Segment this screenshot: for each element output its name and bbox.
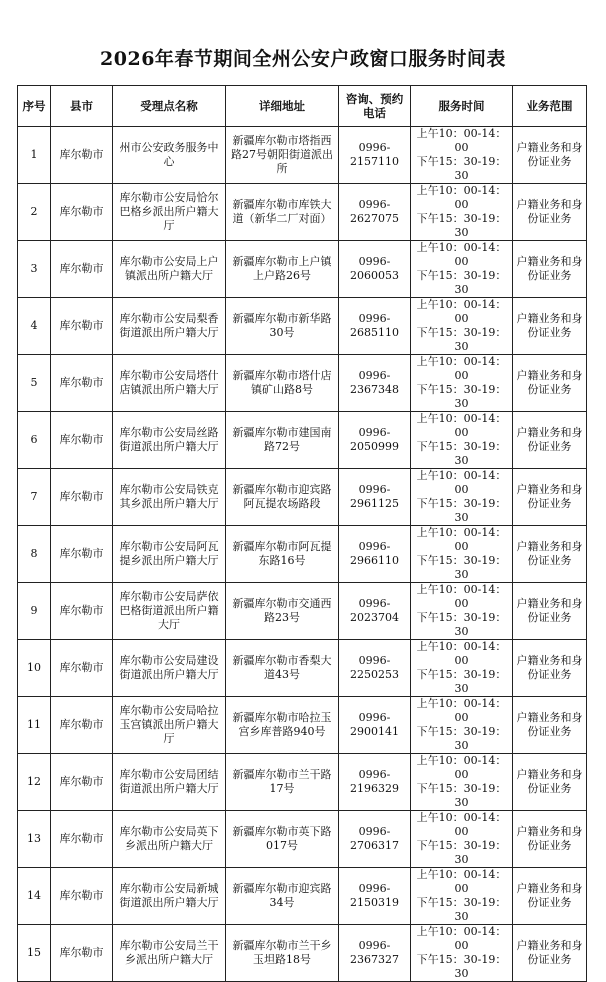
hours-afternoon: 下午15：30-19：30 (416, 497, 507, 524)
cell-phone: 0996-2023704 (339, 583, 411, 640)
cell-office: 库尔勒市公安局上户镇派出所户籍大厅 (113, 241, 226, 298)
cell-office: 库尔勒市公安局团结街道派出所户籍大厅 (113, 754, 226, 811)
cell-address: 新疆库尔勒市迎宾路34号 (226, 868, 339, 925)
cell-phone: 0996-2367327 (339, 925, 411, 982)
cell-scope: 户籍业务和身份证业务 (513, 469, 587, 526)
cell-no: 1 (18, 127, 51, 184)
cell-hours (411, 298, 513, 355)
cell-county: 库尔勒市 (51, 640, 113, 697)
cell-address: 新疆库尔勒市香梨大道43号 (226, 640, 339, 697)
cell-hours (411, 412, 513, 469)
header-office: 受理点名称 (113, 86, 226, 127)
cell-address: 新疆库尔勒市兰干乡玉坦路18号 (226, 925, 339, 982)
hours-afternoon: 下午15：30-19：30 (416, 953, 507, 980)
hours-afternoon: 下午15：30-19：30 (416, 269, 507, 296)
cell-office: 库尔勒市公安局新城街道派出所户籍大厅 (113, 868, 226, 925)
hours-afternoon: 下午15：30-19：30 (416, 668, 507, 695)
cell-county: 库尔勒市 (51, 526, 113, 583)
cell-county: 库尔勒市 (51, 754, 113, 811)
hours-morning: 上午10：00-14：00 (416, 241, 507, 268)
cell-phone: 0996-2157110 (339, 127, 411, 184)
cell-phone: 0996-2250253 (339, 640, 411, 697)
cell-office: 库尔勒市公安局恰尔巴格乡派出所户籍大厅 (113, 184, 226, 241)
table-row (18, 469, 587, 526)
hours-afternoon: 下午15：30-19：30 (416, 839, 507, 866)
cell-county: 库尔勒市 (51, 469, 113, 526)
cell-scope: 户籍业务和身份证业务 (513, 526, 587, 583)
cell-no: 10 (18, 640, 51, 697)
hours-morning: 上午10：00-14：00 (416, 640, 507, 667)
cell-hours (411, 925, 513, 982)
cell-office: 库尔勒市公安局建设街道派出所户籍大厅 (113, 640, 226, 697)
table-row (18, 241, 587, 298)
page-title: 2026年春节期间全州公安户政窗口服务时间表 (100, 48, 506, 70)
hours-morning: 上午10：00-14：00 (416, 127, 507, 154)
cell-address: 新疆库尔勒市交通西路23号 (226, 583, 339, 640)
hours-afternoon: 下午15：30-19：30 (416, 896, 507, 923)
cell-hours (411, 241, 513, 298)
cell-no: 5 (18, 355, 51, 412)
cell-county: 库尔勒市 (51, 355, 113, 412)
cell-address: 新疆库尔勒市塔什店镇矿山路8号 (226, 355, 339, 412)
cell-office: 库尔勒市公安局哈拉玉宫镇派出所户籍大厅 (113, 697, 226, 754)
cell-phone: 0996-2367348 (339, 355, 411, 412)
hours-morning: 上午10：00-14：00 (416, 298, 507, 325)
cell-office: 州市公安政务服务中心 (113, 127, 226, 184)
table-row (18, 697, 587, 754)
cell-phone: 0996-2060053 (339, 241, 411, 298)
hours-morning: 上午10：00-14：00 (416, 526, 507, 553)
cell-no: 9 (18, 583, 51, 640)
cell-address: 新疆库尔勒市上户镇上户路26号 (226, 241, 339, 298)
cell-phone: 0996-2961125 (339, 469, 411, 526)
cell-address: 新疆库尔勒市兰干路17号 (226, 754, 339, 811)
hours-morning: 上午10：00-14：00 (416, 412, 507, 439)
cell-office: 库尔勒市公安局兰干乡派出所户籍大厅 (113, 925, 226, 982)
table-row (18, 412, 587, 469)
hours-morning: 上午10：00-14：00 (416, 811, 507, 838)
hours-morning: 上午10：00-14：00 (416, 925, 507, 952)
cell-hours (411, 868, 513, 925)
table-row (18, 127, 587, 184)
table-row (18, 640, 587, 697)
cell-office: 库尔勒市公安局塔什店镇派出所户籍大厅 (113, 355, 226, 412)
cell-address: 新疆库尔勒市阿瓦提东路16号 (226, 526, 339, 583)
cell-scope: 户籍业务和身份证业务 (513, 241, 587, 298)
cell-no: 11 (18, 697, 51, 754)
hours-afternoon: 下午15：30-19：30 (416, 212, 507, 239)
table-row (18, 868, 587, 925)
cell-county: 库尔勒市 (51, 868, 113, 925)
cell-county: 库尔勒市 (51, 811, 113, 868)
header-scope: 业务范围 (513, 86, 587, 127)
cell-hours (411, 127, 513, 184)
cell-scope: 户籍业务和身份证业务 (513, 412, 587, 469)
cell-scope: 户籍业务和身份证业务 (513, 583, 587, 640)
service-hours-table (17, 85, 587, 982)
cell-address: 新疆库尔勒市建国南路72号 (226, 412, 339, 469)
hours-afternoon: 下午15：30-19：30 (416, 383, 507, 410)
cell-address: 新疆库尔勒市新华路30号 (226, 298, 339, 355)
cell-scope: 户籍业务和身份证业务 (513, 868, 587, 925)
cell-office: 库尔勒市公安局梨香街道派出所户籍大厅 (113, 298, 226, 355)
hours-morning: 上午10：00-14：00 (416, 355, 507, 382)
cell-address: 新疆库尔勒市库铁大道（新华二厂对面） (226, 184, 339, 241)
hours-afternoon: 下午15：30-19：30 (416, 725, 507, 752)
hours-afternoon: 下午15：30-19：30 (416, 326, 507, 353)
cell-office: 库尔勒市公安局丝路街道派出所户籍大厅 (113, 412, 226, 469)
cell-no: 13 (18, 811, 51, 868)
cell-county: 库尔勒市 (51, 412, 113, 469)
hours-morning: 上午10：00-14：00 (416, 583, 507, 610)
header-no: 序号 (18, 86, 51, 127)
table-row (18, 355, 587, 412)
table-row (18, 184, 587, 241)
hours-afternoon: 下午15：30-19：30 (416, 782, 507, 809)
cell-no: 3 (18, 241, 51, 298)
hours-morning: 上午10：00-14：00 (416, 469, 507, 496)
cell-no: 8 (18, 526, 51, 583)
cell-no: 4 (18, 298, 51, 355)
hours-afternoon: 下午15：30-19：30 (416, 611, 507, 638)
cell-scope: 户籍业务和身份证业务 (513, 811, 587, 868)
cell-county: 库尔勒市 (51, 925, 113, 982)
cell-hours (411, 469, 513, 526)
header-county: 县市 (51, 86, 113, 127)
cell-phone: 0996-2150319 (339, 868, 411, 925)
table-row (18, 583, 587, 640)
cell-hours (411, 355, 513, 412)
cell-phone: 0996-2685110 (339, 298, 411, 355)
table-body (18, 127, 587, 982)
header-hours: 服务时间 (411, 86, 513, 127)
table-row (18, 925, 587, 982)
cell-hours (411, 811, 513, 868)
table-row (18, 754, 587, 811)
cell-phone: 0996-2900141 (339, 697, 411, 754)
table-row (18, 298, 587, 355)
cell-office: 库尔勒市公安局阿瓦提乡派出所户籍大厅 (113, 526, 226, 583)
cell-phone: 0996-2196329 (339, 754, 411, 811)
hours-afternoon: 下午15：30-19：30 (416, 155, 507, 182)
cell-county: 库尔勒市 (51, 184, 113, 241)
header-phone: 咨询、预约电话 (339, 86, 411, 127)
table-header-row (18, 86, 587, 127)
cell-hours (411, 526, 513, 583)
cell-hours (411, 640, 513, 697)
cell-address: 新疆库尔勒市塔指西路27号朝阳街道派出所 (226, 127, 339, 184)
cell-address: 新疆库尔勒市哈拉玉宫乡库普路940号 (226, 697, 339, 754)
cell-county: 库尔勒市 (51, 241, 113, 298)
cell-no: 14 (18, 868, 51, 925)
cell-scope: 户籍业务和身份证业务 (513, 298, 587, 355)
cell-county: 库尔勒市 (51, 697, 113, 754)
cell-office: 库尔勒市公安局铁克其乡派出所户籍大厅 (113, 469, 226, 526)
table-row (18, 811, 587, 868)
cell-no: 7 (18, 469, 51, 526)
cell-phone: 0996-2966110 (339, 526, 411, 583)
cell-hours (411, 697, 513, 754)
cell-scope: 户籍业务和身份证业务 (513, 925, 587, 982)
cell-hours (411, 583, 513, 640)
hours-morning: 上午10：00-14：00 (416, 754, 507, 781)
cell-phone: 0996-2050999 (339, 412, 411, 469)
cell-county: 库尔勒市 (51, 583, 113, 640)
cell-no: 15 (18, 925, 51, 982)
cell-hours (411, 754, 513, 811)
cell-scope: 户籍业务和身份证业务 (513, 697, 587, 754)
hours-morning: 上午10：00-14：00 (416, 697, 507, 724)
cell-no: 12 (18, 754, 51, 811)
cell-scope: 户籍业务和身份证业务 (513, 640, 587, 697)
cell-hours (411, 184, 513, 241)
cell-office: 库尔勒市公安局萨依巴格街道派出所户籍大厅 (113, 583, 226, 640)
table-row (18, 526, 587, 583)
cell-scope: 户籍业务和身份证业务 (513, 184, 587, 241)
cell-office: 库尔勒市公安局英下乡派出所户籍大厅 (113, 811, 226, 868)
hours-afternoon: 下午15：30-19：30 (416, 554, 507, 581)
cell-scope: 户籍业务和身份证业务 (513, 754, 587, 811)
cell-no: 6 (18, 412, 51, 469)
cell-county: 库尔勒市 (51, 127, 113, 184)
cell-phone: 0996-2706317 (339, 811, 411, 868)
cell-county: 库尔勒市 (51, 298, 113, 355)
cell-scope: 户籍业务和身份证业务 (513, 355, 587, 412)
cell-address: 新疆库尔勒市英下路017号 (226, 811, 339, 868)
hours-morning: 上午10：00-14：00 (416, 184, 507, 211)
hours-morning: 上午10：00-14：00 (416, 868, 507, 895)
header-address: 详细地址 (226, 86, 339, 127)
cell-address: 新疆库尔勒市迎宾路阿瓦提农场路段 (226, 469, 339, 526)
cell-scope: 户籍业务和身份证业务 (513, 127, 587, 184)
cell-no: 2 (18, 184, 51, 241)
cell-phone: 0996-2627075 (339, 184, 411, 241)
hours-afternoon: 下午15：30-19：30 (416, 440, 507, 467)
